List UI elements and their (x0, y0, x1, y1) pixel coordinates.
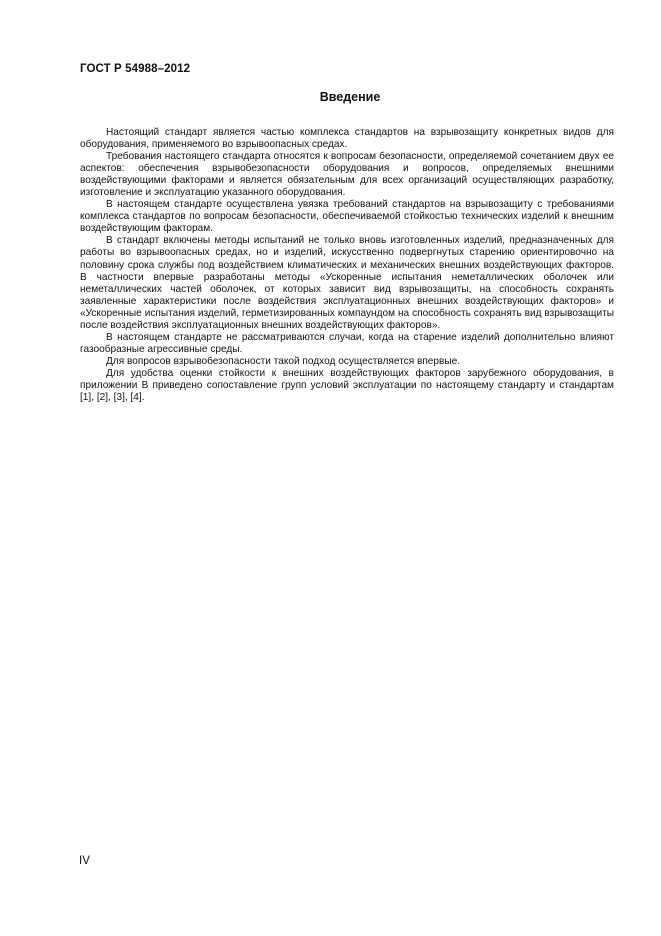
section-title: Введение (319, 90, 381, 104)
paragraph: Для удобства оценки стойкости к внешних воздействующих факторов зарубежного оборудования, в приложении В приведено сопоставление групп условий эксплуатации по настоящему стандарту и стандартам [1], [2], [3], [4]. (80, 367, 614, 404)
document-body (80, 127, 614, 404)
paragraph: Настоящий стандарт является частью комплекса стандартов на взрывозащиту конкретных видов для оборудования, применяемого во взрывоопасных средах. (80, 127, 614, 151)
paragraph: В стандарт включены методы испытаний не только вновь изготовленных изделий, предназначенных для работы во взрывоопасных средах, но и изделий, искусственно подвергнутых старению ориентировочно на половину срока службы под воздействием климатических и механических внешних воздействующих факторов. В частности впервые разработаны методы «Ускоренные испытания неметаллических оболочек или неметаллических частей оболочек, от которых зависит вид взрывозащиты, на способность сохранять заявленные характеристики после воздействия эксплуатационных внешних воздействующих факторов» и «Ускоренные испытания изделий, герметизированных компаундом на способность сохранять вид взрывозащиты после воздействия эксплуатационных внешних воздействующих факторов». (80, 235, 614, 331)
paragraph: В настоящем стандарте не рассматриваются случаи, когда на старение изделий дополнительно влияют газообразные агрессивные среды. (80, 331, 614, 355)
paragraph: В настоящем стандарте осуществлена увязка требований стандартов на взрывозащиту с требованиями комплекса стандартов по вопросам безопасности, обеспечиваемой стойкостью технических изделий к внешним воздействующим факторам. (80, 199, 614, 235)
standard-code-header: ГОСТ Р 54988–2012 (80, 63, 191, 75)
paragraph: Для вопросов взрывобезопасности такой подход осуществляется впервые. (106, 355, 461, 367)
paragraph: Требования настоящего стандарта относятся к вопросам безопасности, определяемой сочетанием двух ее аспектов: обеспечения взрывобезопасности оборудования и вопросов, определяемых внешними воздействующими факторами и является обязательным для всех организаций осуществляющих разработку, изготовление и эксплуатацию указанного оборудования. (80, 151, 614, 199)
page-number: IV (79, 855, 90, 867)
